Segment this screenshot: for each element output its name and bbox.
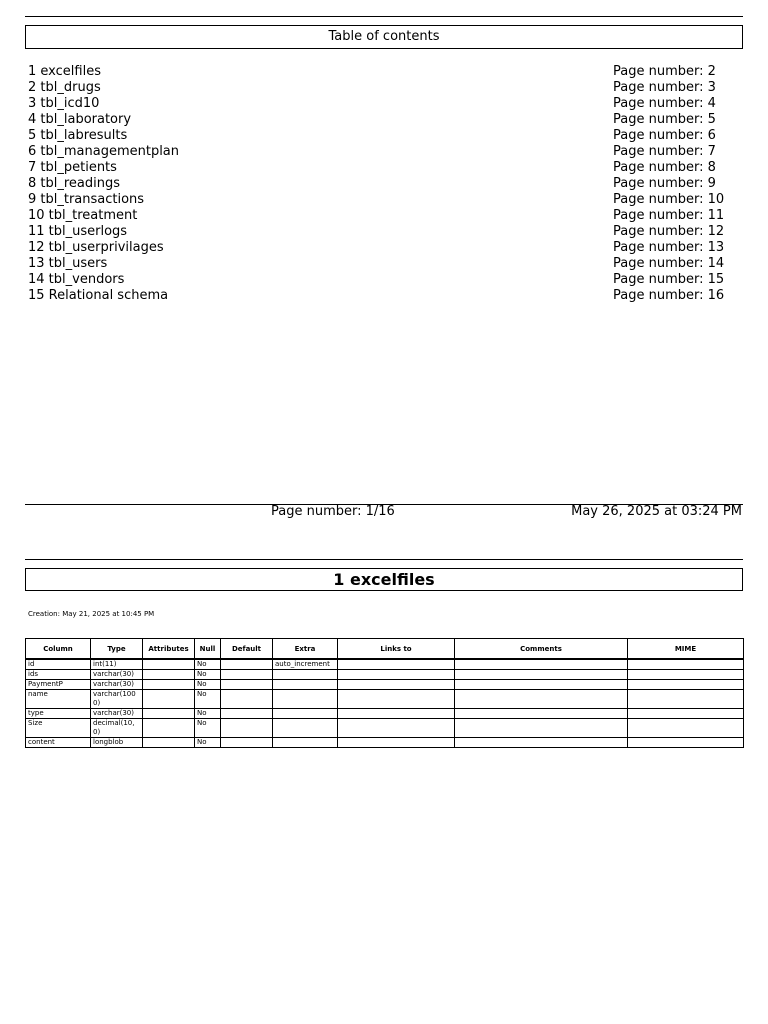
toc-entry-name[interactable]: 3 tbl_icd10	[28, 96, 100, 111]
table-body	[26, 659, 744, 748]
top-rule	[25, 16, 743, 17]
footer-page-number: Page number: 1/16	[271, 504, 395, 519]
table-cell	[273, 680, 338, 690]
creation-date: Creation: May 21, 2025 at 10:45 PM	[28, 610, 155, 618]
table-cell	[273, 738, 338, 748]
table-cell	[143, 709, 195, 719]
table-cell: No	[195, 738, 221, 748]
table-cell	[221, 709, 273, 719]
table-cell	[455, 659, 628, 670]
toc-entry-name[interactable]: 2 tbl_drugs	[28, 80, 101, 95]
table-row	[26, 709, 744, 719]
toc-entry-name[interactable]: 6 tbl_managementplan	[28, 144, 180, 159]
toc-entry-name[interactable]: 15 Relational schema	[28, 288, 169, 303]
toc-entry-page: Page number: 14	[613, 256, 725, 271]
table-cell: ids	[26, 670, 91, 680]
table-cell	[628, 719, 744, 738]
table-cell: No	[195, 719, 221, 738]
toc-entry-page: Page number: 12	[613, 224, 725, 239]
columns-table	[25, 638, 744, 748]
table-cell	[221, 659, 273, 670]
table-cell	[338, 709, 455, 719]
toc-entry-name[interactable]: 7 tbl_petients	[28, 160, 117, 175]
table-cell	[273, 709, 338, 719]
table-cell	[273, 719, 338, 738]
table-cell: type	[26, 709, 91, 719]
table-cell	[143, 680, 195, 690]
table-cell	[338, 680, 455, 690]
toc-entry-name[interactable]: 11 tbl_userlogs	[28, 224, 128, 239]
table-cell	[143, 690, 195, 709]
table-cell	[338, 659, 455, 670]
table-cell: varchar(1000)	[91, 690, 143, 709]
table-cell: No	[195, 659, 221, 670]
table-row	[26, 670, 744, 680]
table-row	[26, 659, 744, 670]
table-cell: No	[195, 690, 221, 709]
toc-entry[interactable]	[28, 224, 728, 240]
table-cell	[338, 738, 455, 748]
toc-entry-page: Page number: 16	[613, 288, 725, 303]
column-header: Column	[26, 639, 91, 660]
footer-date: May 26, 2025 at 03:24 PM	[571, 504, 742, 519]
table-cell	[273, 690, 338, 709]
toc-entry-page: Page number: 3	[613, 80, 716, 95]
table-cell	[221, 680, 273, 690]
table-cell	[143, 670, 195, 680]
toc-entry[interactable]	[28, 128, 728, 144]
column-header: Links to	[338, 639, 455, 660]
table-cell: decimal(10,0)	[91, 719, 143, 738]
toc-entry-page: Page number: 7	[613, 144, 716, 159]
toc-entry[interactable]	[28, 256, 728, 272]
table-cell: varchar(30)	[91, 709, 143, 719]
toc-entry[interactable]	[28, 160, 728, 176]
column-header: Null	[195, 639, 221, 660]
toc-entry[interactable]	[28, 64, 728, 80]
toc-entry-page: Page number: 9	[613, 176, 716, 191]
table-cell	[273, 670, 338, 680]
toc-title: Table of contents	[25, 25, 743, 49]
table-cell	[628, 680, 744, 690]
table-cell	[338, 719, 455, 738]
table-cell	[143, 659, 195, 670]
toc-entry[interactable]	[28, 176, 728, 192]
toc-entry[interactable]	[28, 144, 728, 160]
table-cell	[628, 670, 744, 680]
column-header: Comments	[455, 639, 628, 660]
toc-entry-name[interactable]: 13 tbl_users	[28, 256, 108, 271]
table-cell	[455, 719, 628, 738]
toc-list	[28, 64, 728, 304]
table-cell: PaymentP	[26, 680, 91, 690]
toc-entry-name[interactable]: 4 tbl_laboratory	[28, 112, 132, 127]
toc-entry-page: Page number: 15	[613, 272, 725, 287]
table-cell	[143, 738, 195, 748]
toc-entry-page: Page number: 11	[613, 208, 725, 223]
toc-entry[interactable]	[28, 80, 728, 96]
toc-entry[interactable]	[28, 288, 728, 304]
table-cell	[628, 690, 744, 709]
toc-entry[interactable]	[28, 96, 728, 112]
table-cell: No	[195, 680, 221, 690]
toc-entry-page: Page number: 8	[613, 160, 716, 175]
table-cell	[143, 719, 195, 738]
toc-entry-page: Page number: 4	[613, 96, 716, 111]
table-cell: varchar(30)	[91, 670, 143, 680]
toc-entry[interactable]	[28, 192, 728, 208]
toc-entry[interactable]	[28, 272, 728, 288]
table-cell: name	[26, 690, 91, 709]
column-header: Extra	[273, 639, 338, 660]
toc-entry-page: Page number: 13	[613, 240, 725, 255]
column-header: Default	[221, 639, 273, 660]
toc-entry-name[interactable]: 10 tbl_treatment	[28, 208, 138, 223]
column-header: MIME	[628, 639, 744, 660]
table-row	[26, 738, 744, 748]
toc-entry-name[interactable]: 9 tbl_transactions	[28, 192, 145, 207]
toc-entry[interactable]	[28, 112, 728, 128]
toc-entry[interactable]	[28, 240, 728, 256]
table-cell: content	[26, 738, 91, 748]
table-row	[26, 680, 744, 690]
section-top-rule	[25, 559, 743, 560]
table-cell: No	[195, 670, 221, 680]
table-cell	[455, 709, 628, 719]
table-cell	[221, 690, 273, 709]
table-cell	[628, 709, 744, 719]
table-cell: id	[26, 659, 91, 670]
table-cell	[338, 670, 455, 680]
column-header: Attributes	[143, 639, 195, 660]
toc-entry-name[interactable]: 8 tbl_readings	[28, 176, 121, 191]
table-cell: int(11)	[91, 659, 143, 670]
section-title: 1 excelfiles	[25, 568, 743, 591]
toc-entry-name[interactable]: 14 tbl_vendors	[28, 272, 125, 287]
table-row	[26, 690, 744, 709]
toc-entry-page: Page number: 10	[613, 192, 725, 207]
table-cell: Size	[26, 719, 91, 738]
table-cell: No	[195, 709, 221, 719]
table-cell	[455, 670, 628, 680]
table-cell	[221, 670, 273, 680]
toc-entry-name[interactable]: 1 excelfiles	[28, 64, 101, 79]
table-header-row	[26, 639, 744, 660]
table-cell	[628, 659, 744, 670]
toc-entry-name[interactable]: 5 tbl_labresults	[28, 128, 128, 143]
table-row	[26, 719, 744, 738]
toc-entry-page: Page number: 5	[613, 112, 716, 127]
table-cell	[338, 690, 455, 709]
toc-entry[interactable]	[28, 208, 728, 224]
table-cell	[455, 738, 628, 748]
column-header: Type	[91, 639, 143, 660]
toc-entry-page: Page number: 6	[613, 128, 716, 143]
table-cell	[628, 738, 744, 748]
table-cell: auto_increment	[273, 659, 338, 670]
table-cell	[221, 719, 273, 738]
table-cell	[455, 680, 628, 690]
table-cell: longblob	[91, 738, 143, 748]
table-cell: varchar(30)	[91, 680, 143, 690]
table-cell	[221, 738, 273, 748]
table-cell	[455, 690, 628, 709]
toc-entry-name[interactable]: 12 tbl_userprivilages	[28, 240, 164, 255]
toc-entry-page: Page number: 2	[613, 64, 716, 79]
